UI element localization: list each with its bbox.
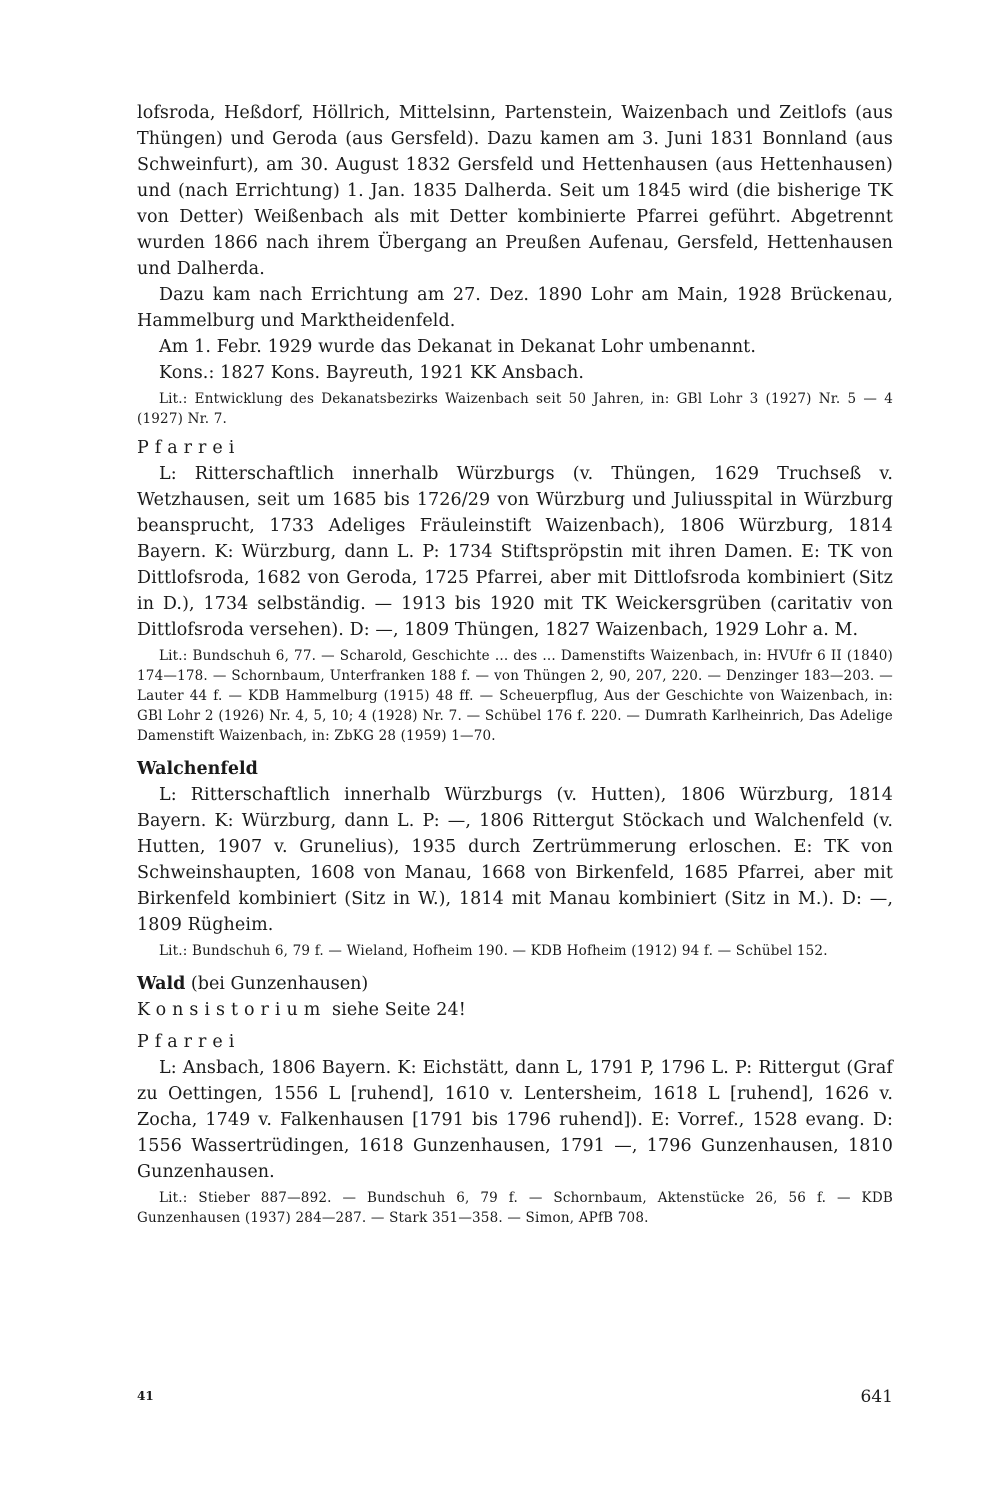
intro-paragraph-1: lofsroda, Heßdorf, Höllrich, Mittelsinn, Partenstein, Waizenbach und Zeitlofs (aus Thüngen) und Geroda (aus Gersfeld). Dazu kamen am 3. Juni 1831 Bonnland (aus Schweinfurt), am 30. August 1832 Gersfeld und Hettenhausen (aus Hettenhausen) und (nach Errichtung) 1. Jan. 1835 Dalherda. Seit um 1845 wird (die bisherige TK von Detter) Weißenbach als mit Detter kombinierte Pfarrei geführt. Abgetrennt wurden 1866 nach ihrem Übergang an Preußen Aufenau, Gersfeld, Hettenhausen und Dalherda.	[137, 103, 893, 279]
wald-pfarrei-heading: Pfarrei	[137, 1032, 241, 1052]
signature-mark: 41	[137, 1389, 154, 1403]
intro-literature: Lit.: Entwicklung des Dekanatsbezirks Waizenbach seit 50 Jahren, in: GBl Lohr 3 (1927) Nr. 5 — 4 (1927) Nr. 7.	[137, 391, 893, 427]
waizenbach-literature: Lit.: Bundschuh 6, 77. — Scharold, Geschichte ... des ... Damenstifts Waizenbach, in: HVUfr 6 II (1840) 174—178. — Schornbaum, Unterfranken 188 f. — von Thüngen 2, 90, 207, 220. — Denzinger 183—203. — Lauter 44 f. — KDB Hammelburg (1915) 48 ff. — Scheuerpflug, Aus der Geschichte von Waizenbach, in: GBl Lohr 2 (1926) Nr. 4, 5, 10; 4 (1928) Nr. 7. — Schübel 176 f. 220. — Dumrath Karlheinrich, Das Adelige Damenstift Waizenbach, in: ZbKG 28 (1959) 1—70.	[137, 648, 893, 744]
wald-pfarrei-text: L: Ansbach, 1806 Bayern. K: Eichstätt, dann L, 1791 P, 1796 L. P: Rittergut (Graf zu Oettingen, 1556 L [ruhend], 1610 v. Lentersheim, 1618 L [ruhend], 1626 v. Zocha, 1749 v. Falkenhausen [1791 bis 1796 ruhend]). E: Vorref., 1528 evang. D: 1556 Wassertrüdingen, 1618 Gunzenhausen, 1791 —, 1796 Gunzenhausen, 1810 Gunzenhausen.	[137, 1058, 893, 1182]
page-content	[137, 100, 893, 1234]
wald-title	[137, 971, 893, 997]
wald-literature: Lit.: Stieber 887—892. — Bundschuh 6, 79 f. — Schornbaum, Aktenstücke 26, 56 f. — KDB Gunzenhausen (1937) 284—287. — Stark 351—358. — Simon, APfB 708.	[137, 1190, 893, 1226]
page-number: 641	[860, 1387, 893, 1407]
intro-paragraph-4: Kons.: 1827 Kons. Bayreuth, 1921 KK Ansbach.	[159, 363, 584, 383]
wald-title-bold: Wald	[137, 974, 186, 994]
wald-konsistorium-ref: siehe Seite 24!	[326, 1000, 466, 1020]
waizenbach-pfarrei-heading: Pfarrei	[137, 438, 241, 458]
walchenfeld-text: L: Ritterschaftlich innerhalb Würzburgs (v. Hutten), 1806 Würzburg, 1814 Bayern. K: Würzburg, dann L. P: —, 1806 Rittergut Stöckach und Walchenfeld (v. Hutten, 1907 v. Grunelius), 1935 durch Zertrümmerung erloschen. E: TK von Schweinshaupten, 1608 von Manau, 1668 von Birkenfeld, 1685 Pfarrei, aber mit Birkenfeld kombiniert (Sitz in W.), 1814 mit Manau kombiniert (Sitz in M.). D: —, 1809 Rügheim.	[137, 785, 893, 935]
wald-konsistorium-label: Konsistorium	[137, 1000, 327, 1020]
intro-paragraph-3: Am 1. Febr. 1929 wurde das Dekanat in Dekanat Lohr umbenannt.	[159, 337, 756, 357]
walchenfeld-title	[137, 756, 893, 782]
wald-konsistorium-line	[137, 997, 893, 1023]
waizenbach-pfarrei-text: L: Ritterschaftlich innerhalb Würzburgs (v. Thüngen, 1629 Truchseß v. Wetzhausen, seit um 1685 bis 1726/29 von Würzburg und Juliusspital in Würzburg beansprucht, 1733 Adeliges Fräuleinstift Waizenbach), 1806 Würzburg, 1814 Bayern. K: Würzburg, dann L. P: 1734 Stiftspröpstin mit ihren Damen. E: TK von Dittlofsroda, 1682 von Geroda, 1725 Pfarrei, aber mit Dittlofsroda kombiniert (Sitz in D.), 1734 selbständig. — 1913 bis 1920 mit TK Weickersgrüben (caritativ von Dittlofsroda versehen). D: —, 1809 Thüngen, 1827 Waizenbach, 1929 Lohr a. M.	[137, 464, 893, 640]
walchenfeld-literature: Lit.: Bundschuh 6, 79 f. — Wieland, Hofheim 190. — KDB Hofheim (1912) 94 f. — Schübel 152.	[159, 943, 828, 959]
intro-paragraph-2: Dazu kam nach Errichtung am 27. Dez. 1890 Lohr am Main, 1928 Brückenau, Hammelburg und Marktheidenfeld.	[137, 285, 893, 331]
wald-title-rest: (bei Gunzenhausen)	[185, 974, 369, 994]
walchenfeld-title-text: Walchenfeld	[137, 759, 258, 779]
